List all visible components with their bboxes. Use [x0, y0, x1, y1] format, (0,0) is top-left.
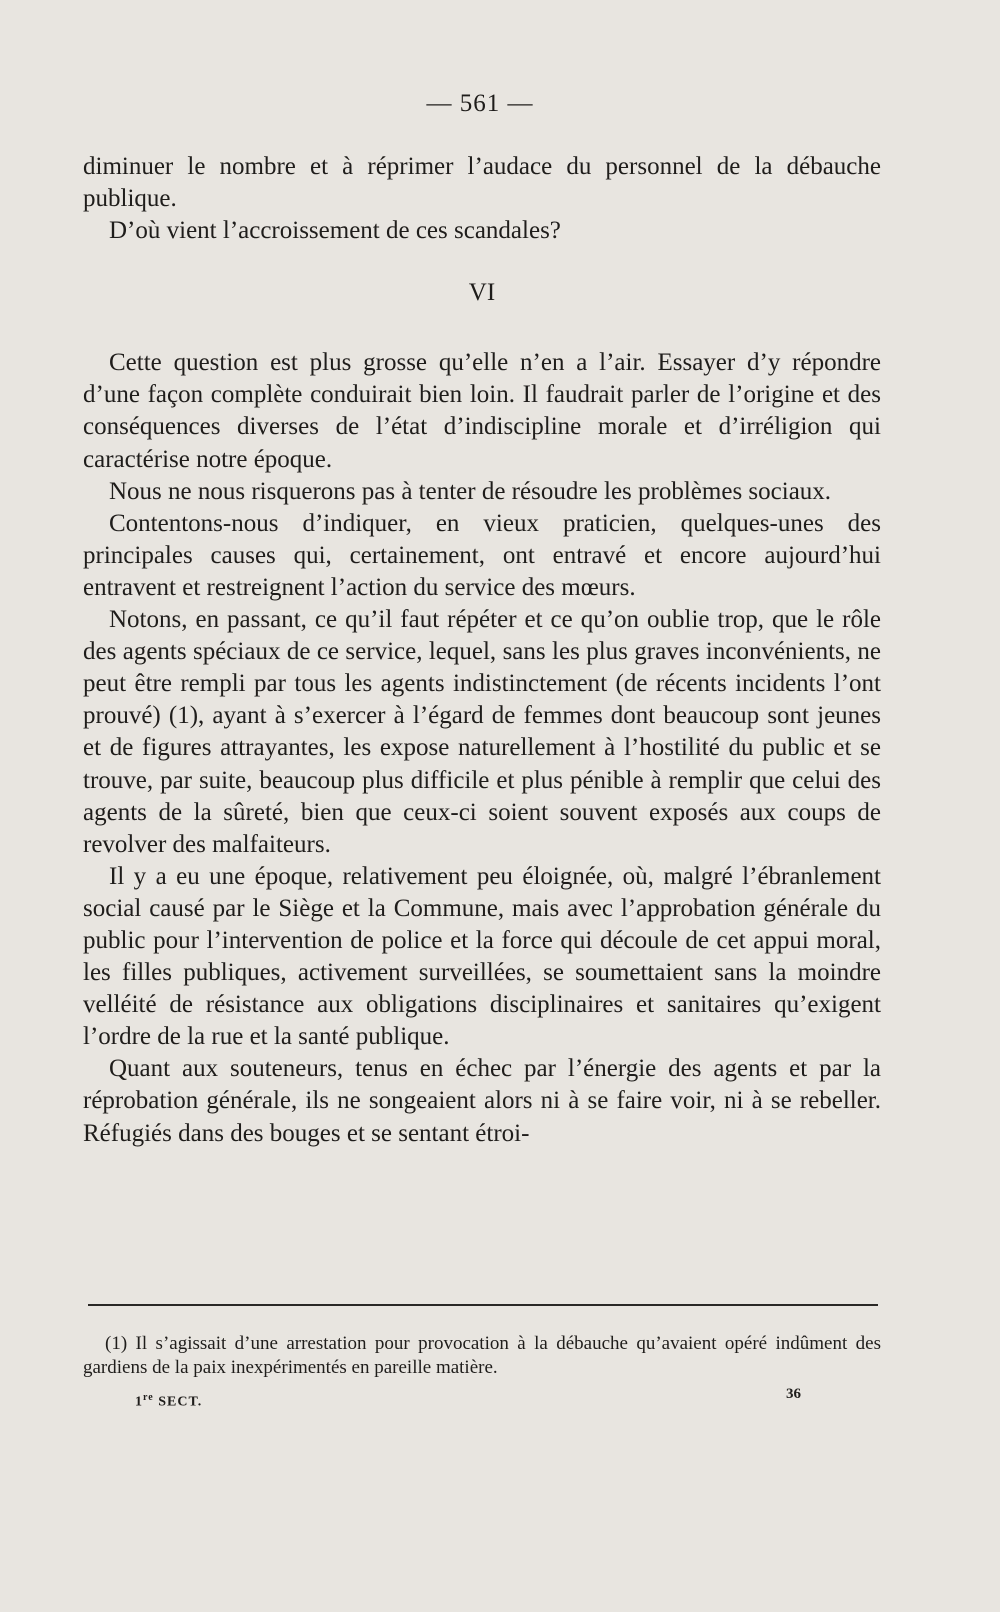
paragraph: Nous ne nous risquerons pas à tenter de résoudre les problèmes sociaux. — [109, 477, 832, 505]
page-number: — 561 — — [426, 90, 534, 117]
paragraph: Cette question est plus grosse qu’elle n’en a l’air. Essayer d’y répondre d’une façon complète conduirait bien loin. Il faudrait parler de l’origine et des conséquences diverses de l’état d’indiscipline morale et d’irréligion qui caractérise notre époque. — [83, 349, 881, 473]
signature-ordinal: 1 — [135, 1394, 143, 1410]
paragraph: Quant aux souteneurs, tenus en échec par l’énergie des agents et par la réprobation générale, ils ne songeaient alors ni à se faire voir, ni à se rebeller. Réfugiés dans des bouges et se sentant étroi- — [83, 1055, 881, 1147]
sheet-number: 36 — [786, 1386, 801, 1402]
paragraph: Notons, en passant, ce qu’il faut répéter et ce qu’on oublie trop, que le rôle des agents spéciaux de ce service, lequel, sans les plus graves inconvénients, ne peut être rempli par tous les agents indistinctement (de récents incidents l’ont prouvé) (1), ayant à s’exercer à l’égard de femmes dont beaucoup sont jeunes et de figures attrayantes, les expose naturellement à l’hostilité du public et se trouve, par suite, beaucoup plus difficile et plus pénible à remplir que celui des agents de la sûreté, bien que ceux-ci soient souvent exposés aux coups de revolver des malfaiteurs. — [83, 606, 881, 858]
signature-ordinal-sup: re — [143, 1392, 154, 1403]
paragraph: D’où vient l’accroissement de ces scandales? — [109, 217, 561, 245]
footnote-rule — [88, 1304, 878, 1306]
paragraph: diminuer le nombre et à réprimer l’audace du personnel de la débauche publique. — [83, 153, 881, 213]
paragraph: Il y a eu une époque, relativement peu éloignée, où, malgré l’ébranlement social causé par le Siège et la Commune, mais avec l’approbation générale du public pour l’intervention de police et la force qui découle de cet appui moral, les filles publiques, activement surveillées, se soumettaient sans la moindre velléité de résistance aux obligations disciplinaires et sanitaires qu’exigent l’ordre de la rue et la santé publique. — [83, 862, 881, 1051]
signature-label: SECT. — [158, 1394, 203, 1410]
section-spacer — [83, 333, 881, 347]
paragraph: Contentons-nous d’indiquer, en vieux praticien, quelques-unes des principales causes qui, certainement, ont entravé et encore aujourd’hui entravent et restreignent l’action du service des mœurs. — [83, 509, 881, 601]
footnote-text: (1) Il s’agissait d’une arrestation pour provocation à la débauche qu’avaient opéré indûment des gardiens de la paix inexpérimentés en pareille matière. — [83, 1333, 881, 1378]
footnote — [83, 1332, 881, 1380]
main-text — [83, 151, 881, 1150]
signature-mark — [135, 1392, 202, 1411]
section-heading: VI — [468, 279, 496, 307]
